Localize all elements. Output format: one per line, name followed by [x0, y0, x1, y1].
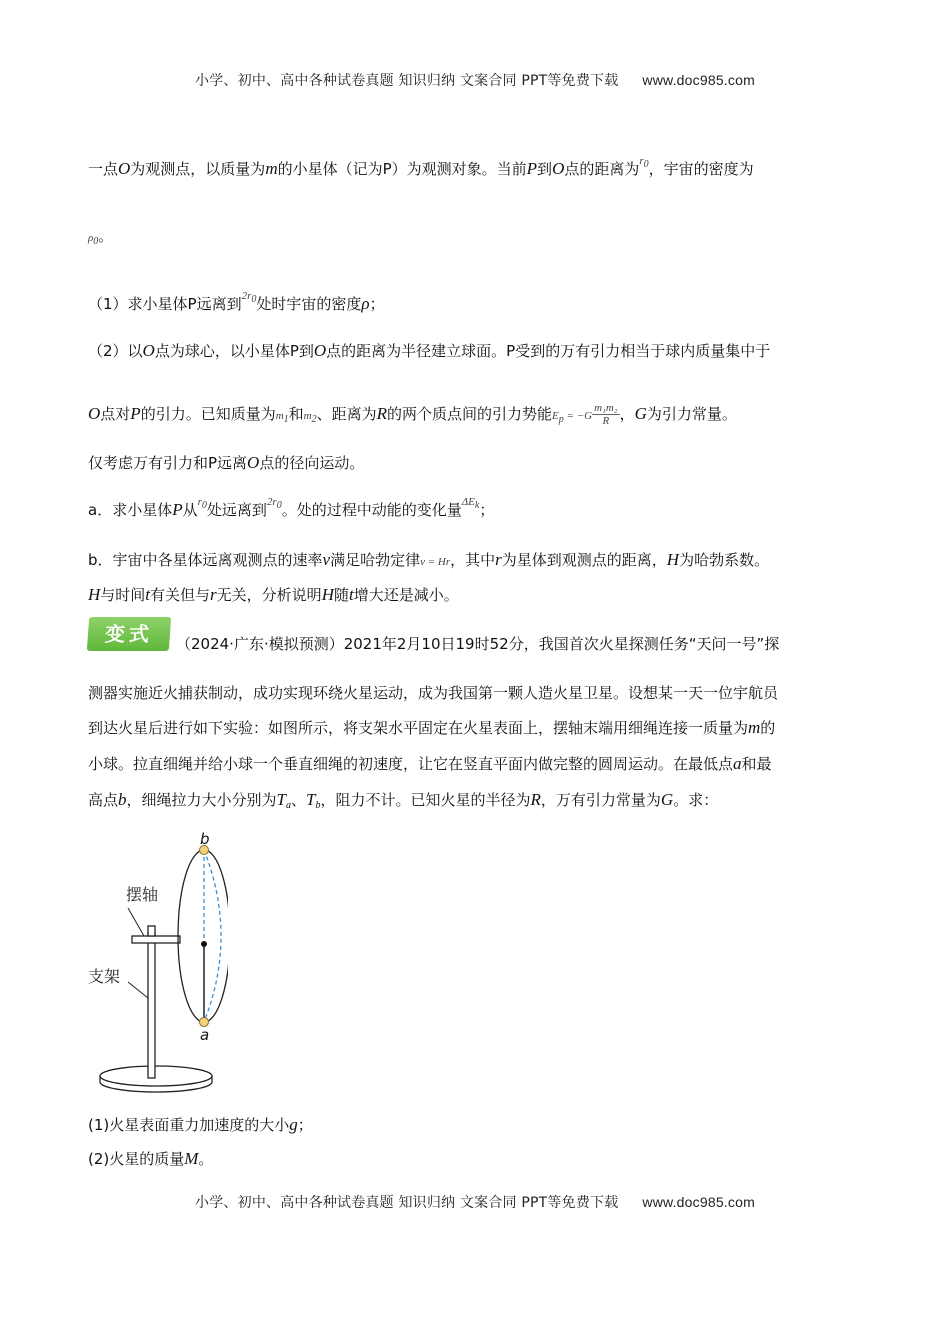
- question-b-line-2: H与时间t有关但与r无关，分析说明H随t增大还是减小。: [88, 585, 459, 604]
- potential-fraction: $\frac{\text{m₁m₂}}{R}$: [594, 402, 618, 427]
- variant-line-3: 到达火星后进行如下实验：如图所示，将支架水平固定在火星表面上，摆轴末端用细绳连接一质量为m的: [88, 718, 776, 737]
- variant-line-5: 高点b，细绳拉力大小分别为$T_a$、$T_b$，阻力不计。已知火星的半径为R，万有引力常量为G。求：: [88, 790, 719, 811]
- variant-question-2: (2)火星的质量M。: [88, 1149, 214, 1168]
- problem-line-1: 一点O为观测点，以质量为m的小星体（记为P）为观测对象。当前P到O点的距离为$^{r0}$，宇宙的密度为: [88, 155, 754, 178]
- variant-line-1: （2024·广东·模拟预测）2021年2月10日19时52分，我国首次火星探测任务“天问一号”探: [176, 635, 780, 653]
- header-site: www.doc985.com: [642, 72, 755, 88]
- delta-ek-symbol: ΔEk: [461, 496, 480, 511]
- stand-base: [100, 1066, 212, 1086]
- question-a: a．求小星体P从$^{r0}$处远离到$^{2r0}$。处的过程中动能的变化量$^{\Delta Ek}$；: [88, 496, 495, 519]
- footer-text: 小学、初中、高中各种试卷真题 知识归纳 文案合同 PPT等免费下载: [195, 1195, 619, 1211]
- question-2-line-2: O点对P的引力。已知质量为m1和m2、距离为R的两个质点间的引力势能Ep = −G $\frac{\text{m₁m₂}}{R}$ ，G为引力常量。: [88, 402, 737, 427]
- two-r0-symbol: 2r0: [241, 290, 257, 305]
- footer-site: www.doc985.com: [642, 1194, 755, 1210]
- r0-symbol: r0: [639, 155, 649, 170]
- pendulum-figure: [88, 830, 228, 1095]
- question-2-line-1: （2）以O点为球心，以小星体P到O点的距离为半径建立球面。P受到的万有引力相当于球内质量集中于: [88, 341, 771, 360]
- dashed-path: [204, 850, 221, 1022]
- stand-pole: [148, 932, 155, 1078]
- question-1: （1）求小星体P远离到$^{2r0}$处时宇宙的密度ρ；: [88, 290, 385, 313]
- variant-line-4: 小球。拉直细绳并给小球一个垂直细绳的初速度，让它在竖直平面内做完整的圆周运动。在最低点a和最: [88, 754, 772, 773]
- circular-path: [178, 850, 228, 1022]
- axle: [132, 936, 180, 943]
- variant-line-2: 测器实施近火捕获制动，成功实现环绕火星运动，成为我国第一颗人造火星卫星。设想某一天一位宇航员: [88, 684, 779, 702]
- page-footer: [0, 1192, 950, 1212]
- label-b: b: [200, 830, 210, 848]
- label-stand: 支架: [88, 967, 121, 986]
- m1-symbol: m1: [275, 410, 289, 425]
- variant-question-1: (1)火星表面重力加速度的大小g；: [88, 1115, 313, 1134]
- header-text: 小学、初中、高中各种试卷真题 知识归纳 文案合同 PPT等免费下载: [195, 73, 619, 89]
- potential-formula: Ep = −G: [552, 410, 593, 425]
- variant-badge: 变式: [87, 617, 171, 651]
- label-a: a: [200, 1026, 210, 1044]
- label-axle: 摆轴: [126, 885, 159, 904]
- m2-symbol: m2: [303, 410, 317, 425]
- question-2-line-3: 仅考虑万有引力和P远离O点的径向运动。: [88, 453, 365, 472]
- problem-line-2: ρ0。: [88, 227, 114, 247]
- rho0-symbol: ρ0: [88, 232, 99, 247]
- page-header: [0, 70, 950, 90]
- pivot-point: [201, 941, 207, 947]
- hubble-law: v = Hr: [420, 556, 451, 568]
- question-b-line-1: b．宇宙中各星体远离观测点的速率v满足哈勃定律v = Hr，其中r为星体到观测点的距离，H为哈勃系数。: [88, 550, 770, 569]
